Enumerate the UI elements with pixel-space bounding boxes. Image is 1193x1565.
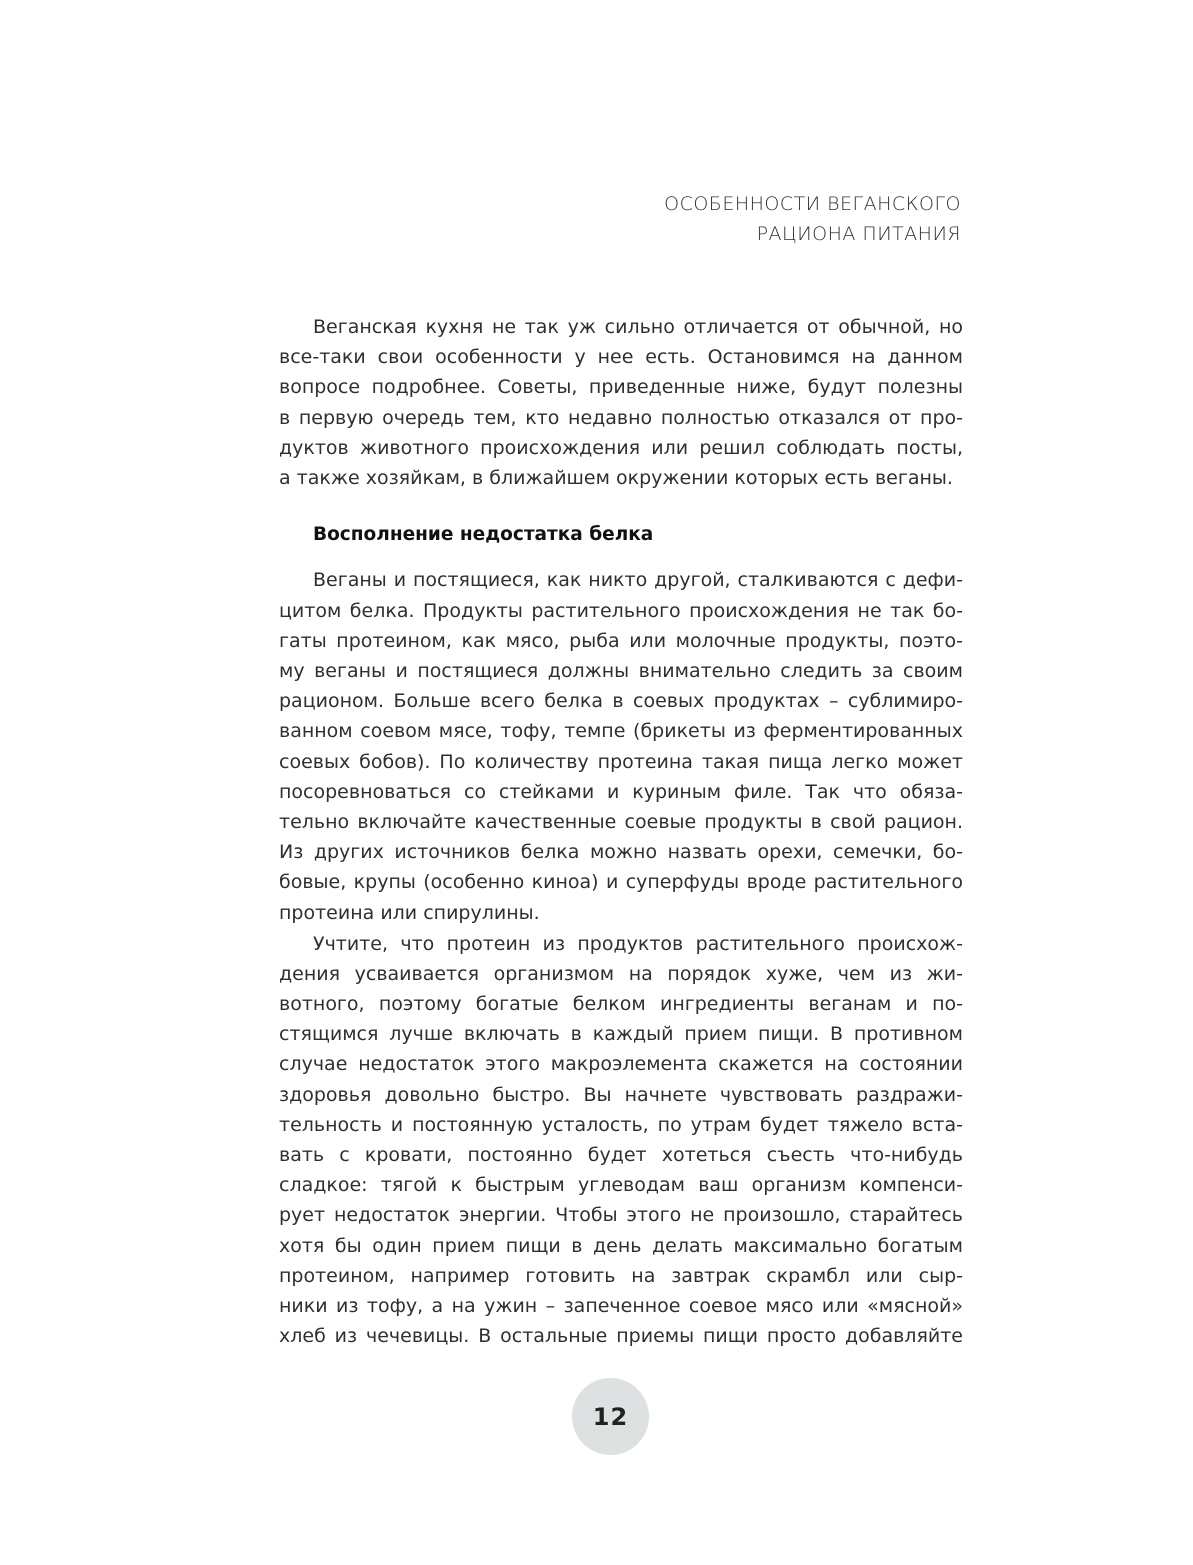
text-line: ванном соевом мясе, тофу, темпе (брикеты из ферментированных bbox=[279, 720, 963, 743]
text-line: хлеб из чечевицы. В остальные приемы пищи просто добавляйте bbox=[279, 1325, 963, 1348]
text-line: гаты протеином, как мясо, рыба или молочные продукты, поэто- bbox=[279, 629, 963, 652]
text-line: тельность и постоянную усталость, по утрам будет тяжело вста- bbox=[279, 1113, 963, 1136]
text-line: вать с кровати, постоянно будет хотеться съесть что-нибудь bbox=[279, 1144, 963, 1167]
text-line: стящимся лучше включать в каждый прием пищи. В противном bbox=[279, 1023, 963, 1046]
text-line: му веганы и постящиеся должны внимательно следить за своим bbox=[279, 660, 963, 683]
text-line: вопросе подробнее. Советы, приведенные ниже, будут полезны bbox=[279, 376, 963, 399]
text-line: посоревноваться со стейками и куриным филе. Так что обяза- bbox=[279, 780, 963, 803]
text-line: соевых бобов). По количеству протеина такая пища легко может bbox=[279, 750, 963, 773]
text-line: вотного, поэтому богатые белком ингредиенты веганам и по- bbox=[279, 993, 963, 1016]
text-line: случае недостаток этого макроэлемента скажется на состоянии bbox=[279, 1053, 963, 1076]
text-line: Веганы и постящиеся, как никто другой, сталкиваются с дефи- bbox=[313, 569, 963, 592]
text-line: протеином, например готовить на завтрак скрамбл или сыр- bbox=[279, 1264, 963, 1287]
page-title-line: ОСОБЕННОСТИ ВЕГАНСКОГО bbox=[664, 192, 961, 215]
page-title-line: РАЦИОНА ПИТАНИЯ bbox=[756, 222, 961, 245]
paragraph-spacer bbox=[279, 493, 963, 514]
text-line: Из других источников белка можно назвать орехи, семечки, бо- bbox=[279, 841, 963, 864]
text-line: а также хозяйкам, в ближайшем окружении которых есть веганы. bbox=[279, 466, 953, 489]
text-line: дуктов животного происхождения или решил соблюдать посты, bbox=[279, 436, 963, 459]
text-line: хотя бы один прием пищи в день делать максимально богатым bbox=[279, 1234, 963, 1257]
text-line: цитом белка. Продукты растительного происхождения не так бо- bbox=[279, 599, 963, 622]
text-line: Веганская кухня не так уж сильно отличается от обычной, но bbox=[313, 316, 963, 338]
body-text bbox=[279, 312, 963, 1351]
page-title bbox=[261, 189, 961, 249]
section-heading: Восполнение недостатка белка bbox=[313, 524, 654, 546]
text-line: ники из тофу, а на ужин – запечeнное соевое мясо или «мясной» bbox=[279, 1294, 963, 1317]
text-line: тельно включайте качественные соевые продукты в свой рацион. bbox=[279, 810, 963, 833]
text-line: бовые, крупы (особенно киноа) и суперфуды вроде растительного bbox=[279, 871, 963, 894]
text-line: сладкое: тягой к быстрым углеводам ваш организм компенси- bbox=[279, 1174, 963, 1197]
text-line: все-таки свои особенности у нее есть. Остановимся на данном bbox=[279, 346, 963, 369]
text-line: дения усваивается организмом на порядок хуже, чем из жи- bbox=[279, 962, 963, 985]
text-line: рует недостаток энергии. Чтобы этого не произошло, старайтесь bbox=[279, 1204, 963, 1227]
intro-paragraph bbox=[279, 312, 963, 493]
section-paragraph bbox=[279, 929, 963, 1352]
text-line: рационом. Больше всего белка в соевых продуктах – сублимиро- bbox=[279, 690, 963, 713]
page-number: 12 bbox=[592, 1402, 629, 1431]
page-number-badge bbox=[572, 1378, 649, 1455]
text-line: здоровья довольно быстро. Вы начнете чувствовать раздражи- bbox=[279, 1083, 963, 1106]
text-line: протеина или спирулины. bbox=[279, 901, 540, 924]
section-paragraph bbox=[279, 565, 963, 927]
text-line: в первую очередь тем, кто недавно полностью отказался от про- bbox=[279, 406, 963, 429]
text-line: Учтите, что протеин из продуктов растительного происхож- bbox=[313, 932, 963, 955]
